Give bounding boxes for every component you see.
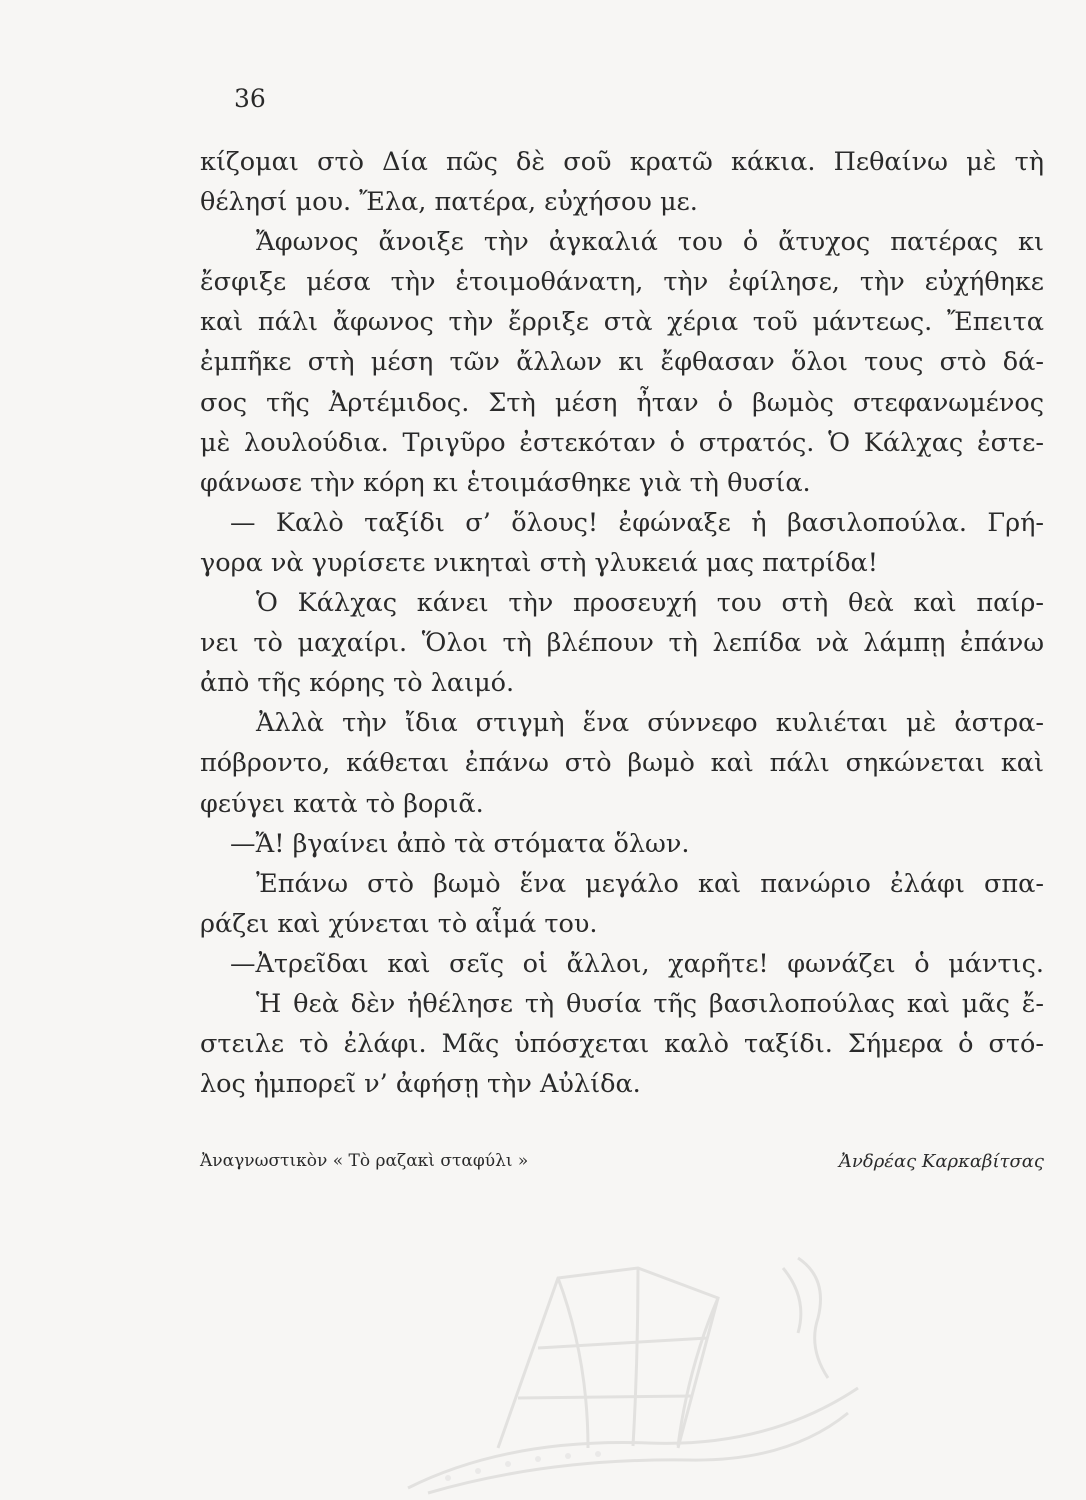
- text-line: σος τῆς Ἀρτέμιδος. Στὴ μέση ἦταν ὁ βωμὸς στεφανωμένος: [200, 387, 1044, 418]
- text-line: μὲ λουλούδια. Τριγῦρο ἐστεκόταν ὁ στρατός. Ὁ Κάλχας ἐστε-: [200, 427, 1044, 458]
- text-line: γορα νὰ γυρίσετε νικηταὶ στὴ γλυκειά μας πατρίδα!: [200, 547, 879, 578]
- credits: [200, 1151, 1044, 1172]
- text-line: πόβροντο, κάθεται ἐπάνω στὸ βωμὸ καὶ πάλι σηκώνεται καὶ: [200, 748, 1044, 779]
- text-line: Ὁ Κάλχας κάνει τὴν προσευχή του στὴ θεὰ καὶ παίρ-: [256, 588, 1044, 619]
- text-line: νει τὸ μαχαίρι. Ὅλοι τὴ βλέπουν τὴ λεπίδα νὰ λάμπῃ ἐπάνω: [200, 628, 1044, 659]
- text-line: θέλησί μου. Ἔλα, πατέρα, εὐχήσου με.: [200, 187, 698, 218]
- text-line: ἐμπῆκε στὴ μέση τῶν ἄλλων κι ἔφθασαν ὅλοι τους στὸ δά-: [200, 347, 1044, 378]
- text-line: — Καλὸ ταξίδι σ’ ὅλους! ἐφώναξε ἡ βασιλοπούλα. Γρή-: [230, 507, 1044, 538]
- text-line: —Ἄ! βγαίνει ἀπὸ τὰ στόματα ὅλων.: [230, 828, 690, 859]
- text-line: ράζει καὶ χύνεται τὸ αἷμά του.: [200, 908, 598, 939]
- ship-ornament-icon: [388, 1238, 868, 1500]
- text-line: λος ἠμπορεῖ ν’ ἀφήσῃ τὴν Αὐλίδα.: [200, 1069, 641, 1100]
- page-number: 36: [234, 84, 266, 113]
- text-line: κίζομαι στὸ Δία πῶς δὲ σοῦ κρατῶ κάκια. Πεθαίνω μὲ τὴ: [200, 147, 1044, 177]
- text-line: καὶ πάλι ἄφωνος τὴν ἔρριξε στὰ χέρια τοῦ μάντεως. Ἔπειτα: [200, 307, 1044, 338]
- body-text: [200, 142, 1044, 1104]
- credit-source: Ἀναγνωστικὸν « Τὸ ραζακὶ σταφύλι »: [200, 1151, 529, 1171]
- text-line: φεύγει κατὰ τὸ βοριᾶ.: [200, 788, 484, 819]
- text-line: Ἐπάνω στὸ βωμὸ ἕνα μεγάλο καὶ πανώριο ἐλάφι σπα-: [256, 868, 1044, 899]
- text-line: Ἀλλὰ τὴν ἴδια στιγμὴ ἕνα σύννεφο κυλιέται μὲ ἀστρα-: [256, 708, 1044, 739]
- text-line: ἀπὸ τῆς κόρης τὸ λαιμό.: [200, 668, 515, 699]
- text-line: Ἄφωνος ἄνοιξε τὴν ἀγκαλιά του ὁ ἄτυχος πατέρας κι: [256, 227, 1044, 258]
- text-line: στειλε τὸ ἐλάφι. Μᾶς ὑπόσχεται καλὸ ταξίδι. Σήμερα ὁ στό-: [200, 1029, 1044, 1060]
- text-line: —Ἀτρεῖδαι καὶ σεῖς οἱ ἄλλοι, χαρῆτε! φωνάζει ὁ μάντις.: [230, 948, 1044, 979]
- credit-author: Ἀνδρέας Καρκαβίτσας: [838, 1151, 1044, 1172]
- text-line: Ἡ θεὰ δὲν ἠθέλησε τὴ θυσία τῆς βασιλοπούλας καὶ μᾶς ἔ-: [256, 988, 1044, 1019]
- text-line: ἔσφιξε μέσα τὴν ἑτοιμοθάνατη, τὴν ἐφίλησε, τὴν εὐχήθηκε: [200, 267, 1044, 298]
- text-line: φάνωσε τὴν κόρη κι ἑτοιμάσθηκε γιὰ τὴ θυσία.: [200, 467, 811, 498]
